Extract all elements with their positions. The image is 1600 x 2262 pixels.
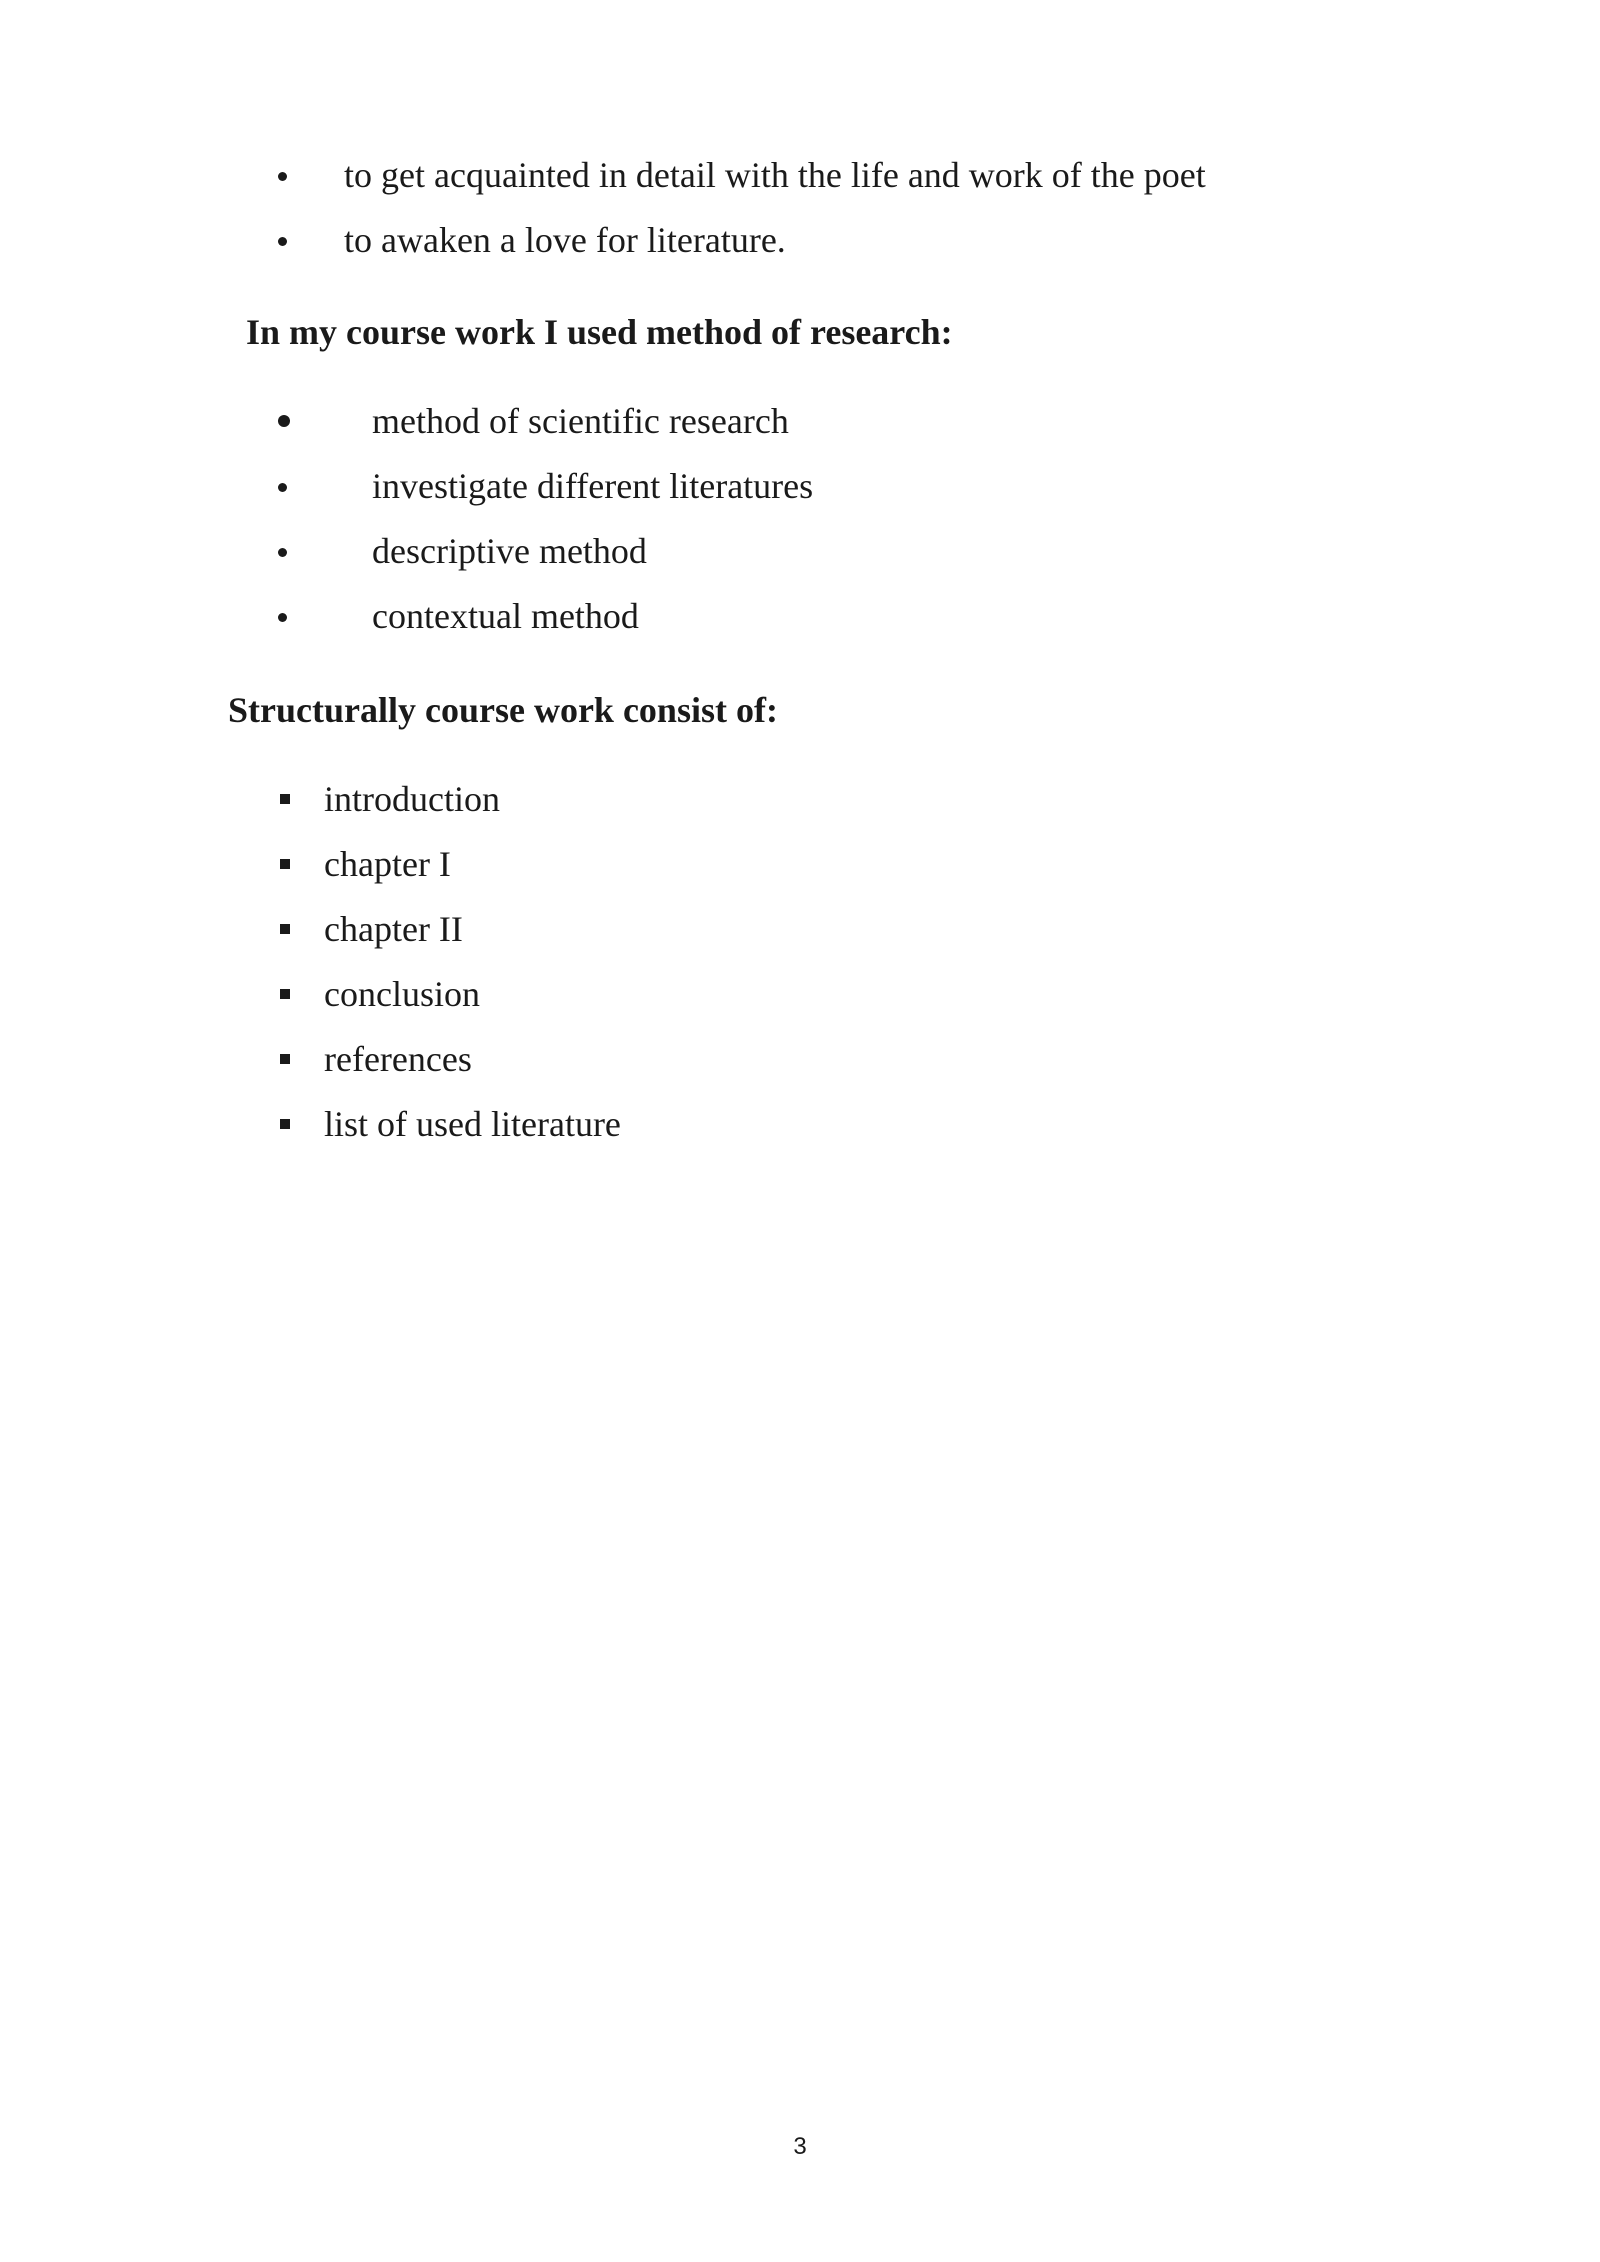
bullet-dot-icon: [278, 613, 287, 622]
goal-text: to awaken a love for literature.: [344, 220, 786, 260]
bullet-square-icon: [280, 924, 290, 934]
structure-text: chapter I: [324, 844, 451, 884]
bullet-square-icon: [280, 859, 290, 869]
structure-text: list of used literature: [324, 1104, 621, 1144]
bullet-dot-icon: [278, 172, 287, 181]
goal-text: to get acquainted in detail with the life and work of the poet: [344, 155, 1206, 195]
structure-text: conclusion: [324, 974, 480, 1014]
bullet-dot-icon: [278, 415, 290, 427]
bullet-dot-icon: [278, 483, 287, 492]
structure-text: chapter II: [324, 909, 463, 949]
bullet-square-icon: [280, 794, 290, 804]
bullet-dot-icon: [278, 237, 287, 246]
bullet-square-icon: [280, 989, 290, 999]
structure-heading: Structurally course work consist of:: [228, 690, 778, 730]
bullet-square-icon: [280, 1054, 290, 1064]
structure-text: introduction: [324, 779, 500, 819]
bullet-dot-icon: [278, 548, 287, 557]
page-number: 3: [793, 2133, 807, 2160]
method-text: contextual method: [372, 596, 639, 636]
methods-heading: In my course work I used method of research:: [246, 312, 953, 352]
method-text: method of scientific research: [372, 401, 789, 441]
bullet-square-icon: [280, 1119, 290, 1129]
structure-text: references: [324, 1039, 472, 1079]
method-text: investigate different literatures: [372, 466, 814, 506]
method-text: descriptive method: [372, 531, 647, 571]
